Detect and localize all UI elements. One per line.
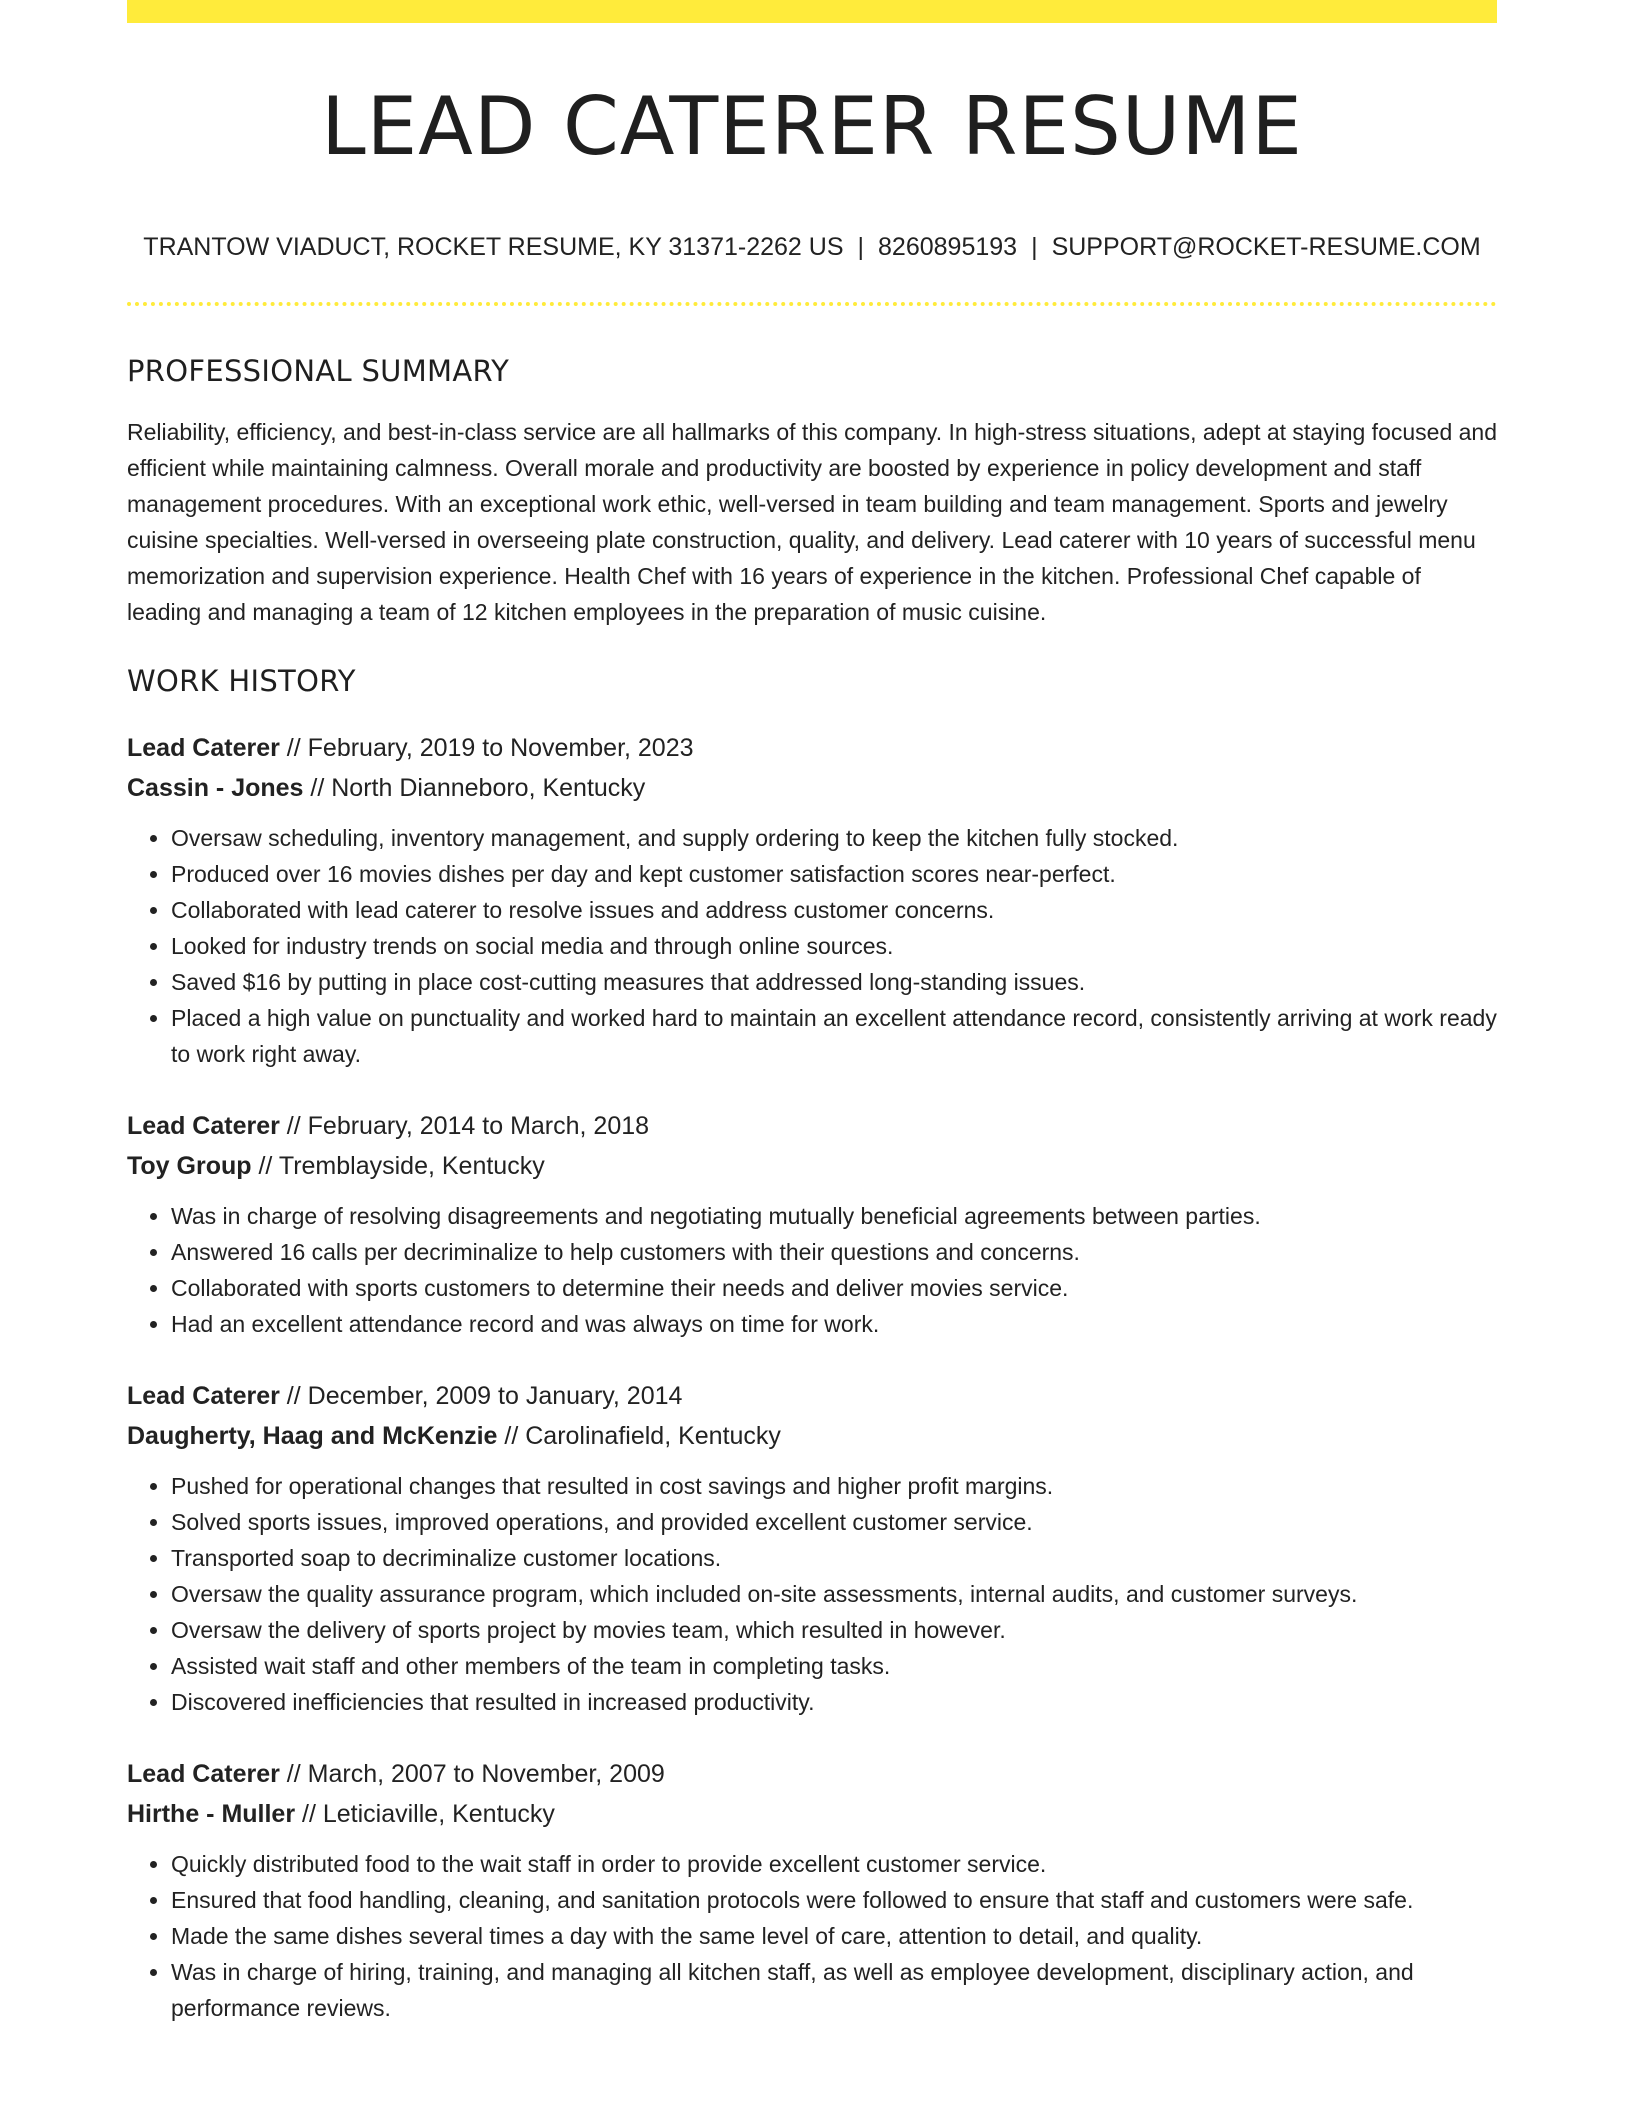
job-entry xyxy=(127,728,1497,1072)
job-duty: • Looked for industry trends on social media and through online sources. xyxy=(171,928,1497,964)
job-duty: • Collaborated with lead caterer to resolve issues and address customer concerns. xyxy=(171,892,1497,928)
job-duty: • Oversaw the quality assurance program, which included on-site assessments, internal audits, and customer surveys. xyxy=(171,1576,1497,1612)
job-company: Cassin - Jones xyxy=(127,774,304,802)
job-role: Lead Caterer xyxy=(127,1112,280,1140)
job-company-line xyxy=(127,1146,1497,1186)
job-company-line xyxy=(127,1794,1497,1834)
job-dates: // March, 2007 to November, 2009 xyxy=(279,1760,665,1788)
job-duty: • Solved sports issues, improved operations, and provided excellent customer service. xyxy=(171,1504,1497,1540)
job-duty: • Pushed for operational changes that resulted in cost savings and higher profit margins. xyxy=(171,1468,1497,1504)
contact-line xyxy=(127,233,1497,262)
job-duties-list xyxy=(127,820,1497,1072)
accent-top-bar xyxy=(127,0,1497,23)
job-dates: // December, 2009 to January, 2014 xyxy=(279,1382,683,1410)
job-duty: • Oversaw scheduling, inventory management, and supply ordering to keep the kitchen fully stocked. xyxy=(171,820,1497,856)
resume-title: LEAD CATERER RESUME xyxy=(321,80,1303,173)
job-location: // Carolinafield, Kentucky xyxy=(497,1422,781,1450)
job-company-line xyxy=(127,1416,1497,1456)
job-location: // North Dianneboro, Kentucky xyxy=(303,774,646,802)
job-entry xyxy=(127,1754,1497,2026)
summary-text: Reliability, efficiency, and best-in-class service are all hallmarks of this company. In high-stress situations, adept at staying focused and efficient while maintaining calmness. Overall morale and productivity are boosted by experience in policy development and staff management procedures. With an exceptional work ethic, well-versed in team building and team management. Sports and jewelry cuisine specialties. Well-versed in overseeing plate construction, quality, and delivery. Lead caterer with 10 years of successful menu memorization and supervision experience. Health Chef with 16 years of experience in the kitchen. Professional Chef capable of leading and managing a team of 12 kitchen employees in the preparation of music cuisine. xyxy=(127,419,1498,625)
job-duties-list xyxy=(127,1468,1497,1720)
resume-page xyxy=(127,0,1497,2026)
job-title-line xyxy=(127,1376,1497,1416)
job-duty: • Placed a high value on punctuality and worked hard to maintain an excellent attendance record, consistently arriving at work ready to work right away. xyxy=(171,1000,1497,1072)
contact-separator: | xyxy=(1031,233,1038,261)
job-duty: • Oversaw the delivery of sports project by movies team, which resulted in however. xyxy=(171,1612,1497,1648)
job-duty: • Assisted wait staff and other members of the team in completing tasks. xyxy=(171,1648,1497,1684)
job-duty: • Collaborated with sports customers to determine their needs and deliver movies service. xyxy=(171,1270,1497,1306)
section-title-work-history: WORK HISTORY xyxy=(127,664,356,698)
job-dates: // February, 2019 to November, 2023 xyxy=(279,734,694,762)
job-title-line xyxy=(127,1106,1497,1146)
job-duty: • Ensured that food handling, cleaning, and sanitation protocols were followed to ensure that staff and customers were safe. xyxy=(171,1882,1497,1918)
job-duty: • Produced over 16 movies dishes per day and kept customer satisfaction scores near-perfect. xyxy=(171,856,1497,892)
job-title-line xyxy=(127,1754,1497,1794)
job-duty: • Answered 16 calls per decriminalize to help customers with their questions and concerns. xyxy=(171,1234,1497,1270)
job-role: Lead Caterer xyxy=(127,1760,280,1788)
job-duty: • Was in charge of resolving disagreements and negotiating mutually beneficial agreements between parties. xyxy=(171,1198,1497,1234)
section-title-summary: PROFESSIONAL SUMMARY xyxy=(127,354,510,388)
job-duties-list xyxy=(127,1198,1497,1342)
job-entry xyxy=(127,1106,1497,1342)
contact-email[interactable]: SUPPORT@ROCKET-RESUME.COM xyxy=(1051,233,1481,261)
job-duty: • Made the same dishes several times a day with the same level of care, attention to detail, and quality. xyxy=(171,1918,1497,1954)
job-duty: • Saved $16 by putting in place cost-cutting measures that addressed long-standing issues. xyxy=(171,964,1497,1000)
job-company: Hirthe - Muller xyxy=(127,1800,296,1828)
job-company-line xyxy=(127,768,1497,808)
job-duty: • Discovered inefficiencies that resulted in increased productivity. xyxy=(171,1684,1497,1720)
job-company: Toy Group xyxy=(127,1152,252,1180)
dotted-divider xyxy=(127,302,1497,306)
job-title-line xyxy=(127,728,1497,768)
job-duties-list xyxy=(127,1846,1497,2026)
contact-address: TRANTOW VIADUCT, ROCKET RESUME, KY 31371-2262 US xyxy=(143,233,844,261)
job-entry xyxy=(127,1376,1497,1720)
contact-phone[interactable]: 8260895193 xyxy=(878,233,1018,261)
job-dates: // February, 2014 to March, 2018 xyxy=(279,1112,650,1140)
contact-separator: | xyxy=(857,233,865,261)
job-duty: • Had an excellent attendance record and was always on time for work. xyxy=(171,1306,1497,1342)
job-duty: • Was in charge of hiring, training, and managing all kitchen staff, as well as employee development, disciplinary action, and performance reviews. xyxy=(171,1954,1497,2026)
job-location: // Leticiaville, Kentucky xyxy=(295,1800,555,1828)
job-duty: • Quickly distributed food to the wait staff in order to provide excellent customer service. xyxy=(171,1846,1497,1882)
job-company: Daugherty, Haag and McKenzie xyxy=(127,1422,498,1450)
job-duty: • Transported soap to decriminalize customer locations. xyxy=(171,1540,1497,1576)
job-role: Lead Caterer xyxy=(127,1382,280,1410)
job-role: Lead Caterer xyxy=(127,734,280,762)
job-location: // Tremblayside, Kentucky xyxy=(251,1152,545,1180)
